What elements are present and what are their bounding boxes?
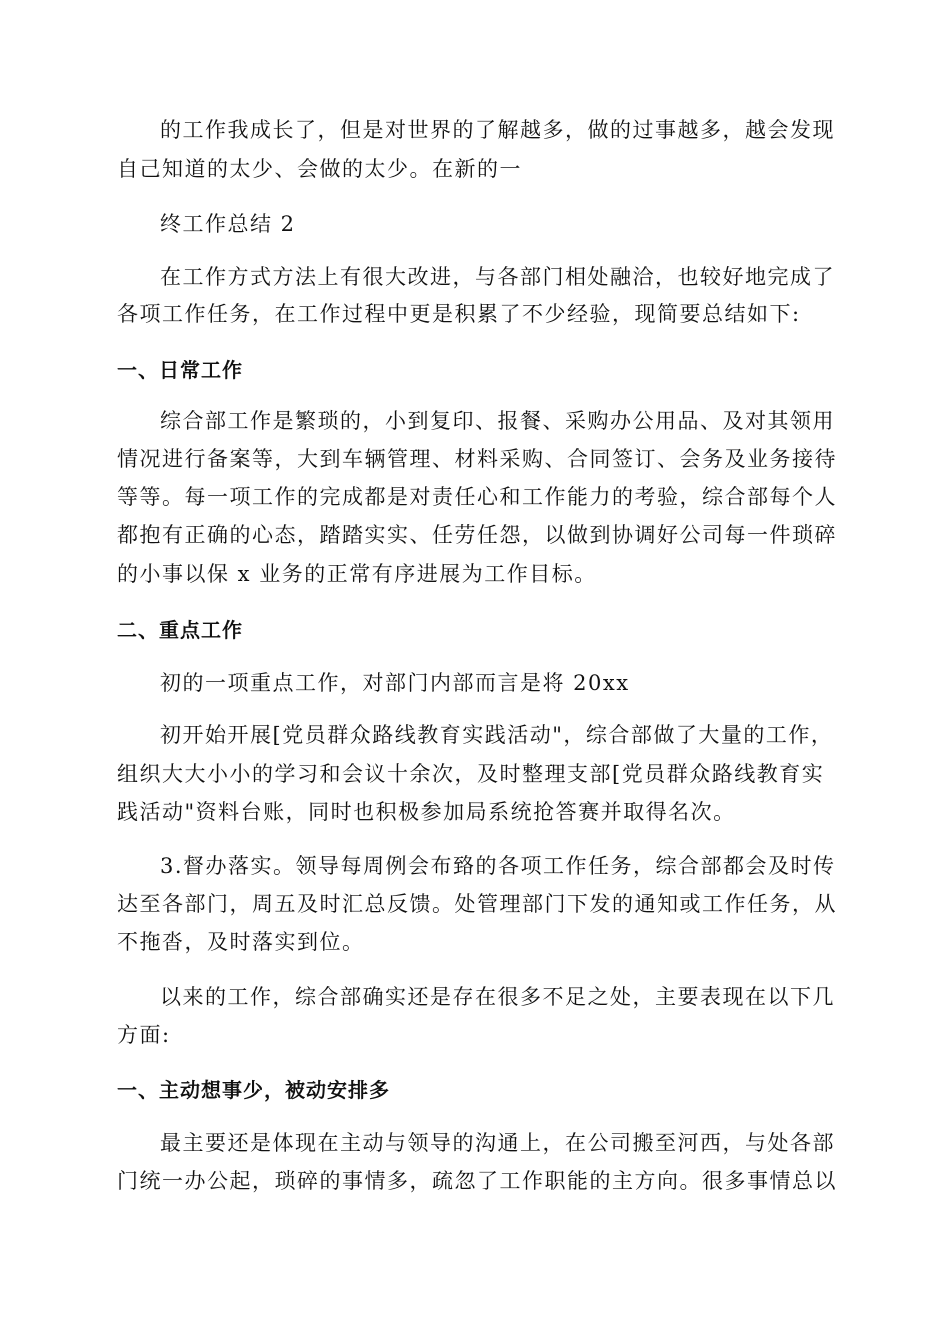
paragraph-line: 以来的工作，综合部确实还是存在很多不足之处，主要表现在以下几 <box>160 985 835 1009</box>
paragraph-line: 达至各部门，周五及时汇总反馈。处管理部门下发的通知或工作任务，从 <box>117 892 837 916</box>
paragraph-line: 都抱有正确的心态，踏踏实实、任劳任怨，以做到协调好公司每一件琐碎 <box>117 523 837 547</box>
paragraph-line: 各项工作任务，在工作过程中更是积累了不少经验，现简要总结如下: <box>117 302 801 326</box>
paragraph-line: 自己知道的太少、会做的太少。在新的一 <box>117 157 522 181</box>
paragraph-line: 等等。每一项工作的完成都是对责任心和工作能力的考验，综合部每个人 <box>117 485 837 509</box>
section-subtitle: 终工作总结 2 <box>160 212 296 236</box>
paragraph-line: 最主要还是体现在主动与领导的沟通上，在公司搬至河西，与处各部 <box>160 1131 835 1155</box>
paragraph-line: 践活动"资料台账，同时也积极参加局系统抢答赛并取得名次。 <box>117 800 736 824</box>
heading-proactive-issue: 一、主动想事少，被动安排多 <box>117 1078 390 1102</box>
paragraph-line: 组织大大小小的学习和会议十余次，及时整理支部[党员群众路线教育实 <box>117 762 825 786</box>
paragraph-line: 的工作我成长了，但是对世界的了解越多，做的过事越多，越会发现 <box>160 118 835 142</box>
heading-key-work: 二、重点工作 <box>117 618 243 642</box>
paragraph-line: 综合部工作是繁琐的，小到复印、报餐、采购办公用品、及对其领用 <box>160 409 835 433</box>
paragraph-line: 方面: <box>117 1023 171 1047</box>
paragraph-line: 情况进行备案等，大到车辆管理、材料采购、合同签订、会务及业务接待 <box>117 447 837 471</box>
paragraph-line: 初开始开展[党员群众路线教育实践活动"，综合部做了大量的工作， <box>160 723 834 747</box>
paragraph-line: 初的一项重点工作，对部门内部而言是将 20xx <box>160 671 630 695</box>
paragraph-line: 在工作方式方法上有很大改进，与各部门相处融洽，也较好地完成了 <box>160 265 835 289</box>
paragraph-line: 不拖沓，及时落实到位。 <box>117 930 365 954</box>
paragraph-line: 3.督办落实。领导每周例会布臵的各项工作任务，综合部都会及时传 <box>160 854 836 878</box>
paragraph-line: 的小事以保 x 业务的正常有序进展为工作目标。 <box>117 562 597 586</box>
paragraph-line: 门统一办公起，琐碎的事情多，疏忽了工作职能的主方向。很多事情总以 <box>117 1169 837 1193</box>
heading-daily-work: 一、日常工作 <box>117 358 243 382</box>
